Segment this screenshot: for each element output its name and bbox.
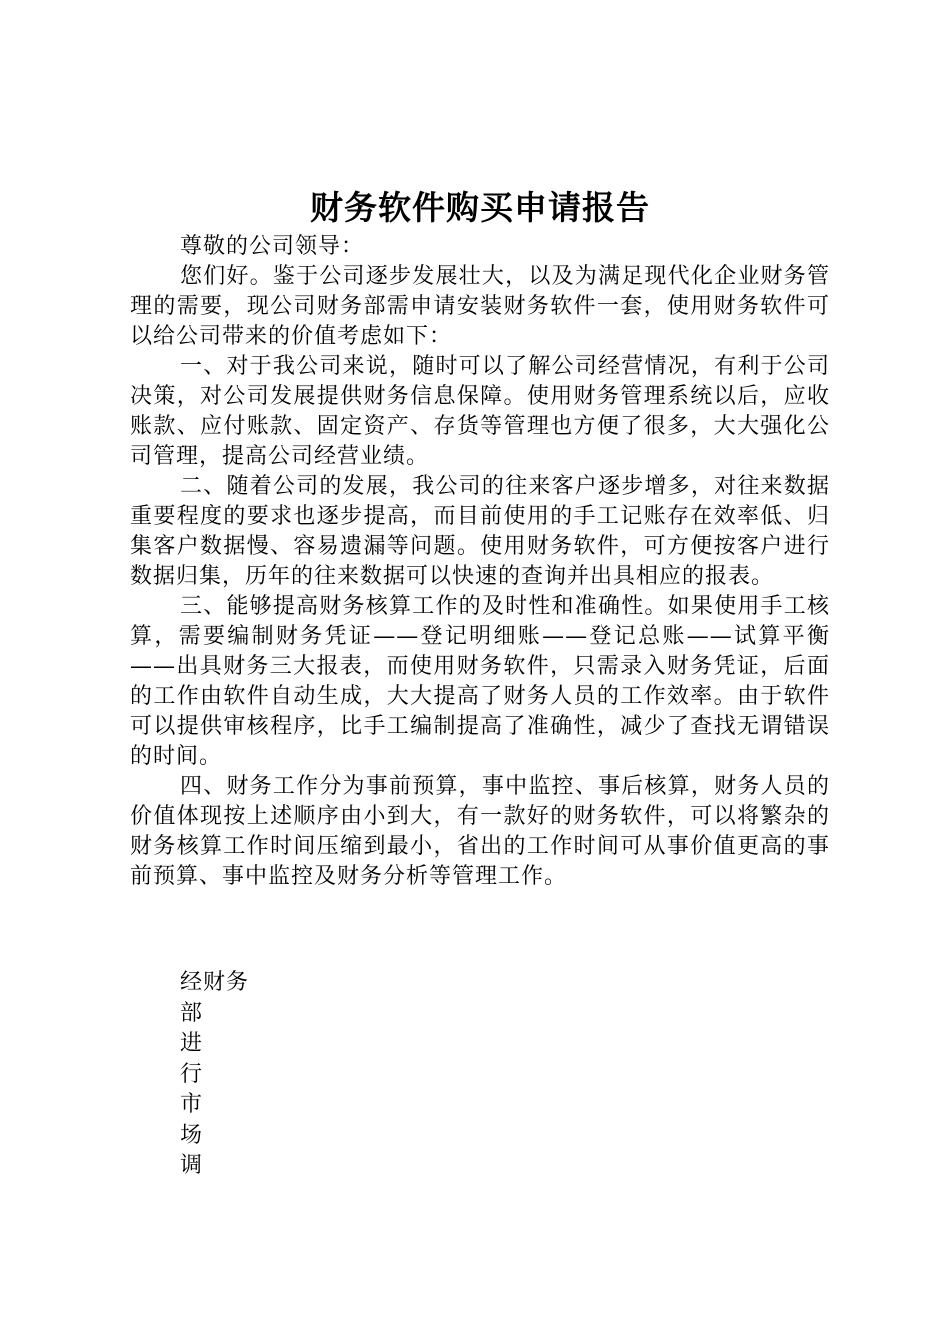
vertical-text-block: [180, 968, 249, 1182]
page-title: 财务软件购买申请报告: [310, 188, 650, 227]
paragraph-point-1: 一、对于我公司来说，随时可以了解公司经营情况，有利于公司决策，对公司发展提供财务信息保障。使用财务管理系统以后，应收账款、应付账款、固定资产、存货等管理也方便了很多，大大强化公司管理，提高公司经营业绩。: [130, 354, 830, 469]
vertical-text-char: 部: [180, 1000, 204, 1026]
vertical-text-char: 场: [180, 1122, 204, 1148]
vertical-text-char: 市: [180, 1092, 204, 1117]
paragraph-point-4: 四、财务工作分为事前预算，事中监控、事后核算，财务人员的价值体现按上述顺序由小到大，有一款好的财务软件，可以将繁杂的财务核算工作时间压缩到最小，省出的工作时间可从事价值更高的事前预算、事中监控及财务分析等管理工作。: [130, 774, 830, 889]
paragraph-point-2: 二、随着公司的发展，我公司的往来客户逐步增多，对往来数据重要程度的要求也逐步提高，而目前使用的手工记账存在效率低、归集客户数据慢、容易遗漏等问题。使用财务软件，可方便按客户进行数据归集，历年的往来数据可以快速的查询并出具相应的报表。: [130, 474, 830, 589]
paragraph-point-3: 三、能够提高财务核算工作的及时性和准确性。如果使用手工核算，需要编制财务凭证——登记明细账——登记总账——试算平衡——出具财务三大报表，而使用财务软件，只需录入财务凭证，后面的工作由软件自动生成，大大提高了财务人员的工作效率。由于软件可以提供审核程序，比手工编制提高了准确性，减少了查找无谓错误的时间。: [130, 594, 830, 769]
vertical-text-first-line: 经财务: [180, 970, 250, 995]
vertical-text-char: 行: [180, 1061, 204, 1087]
vertical-text-char: 进: [180, 1031, 204, 1056]
salutation: 尊敬的公司领导：: [180, 234, 365, 259]
paragraph-intro: 您们好。鉴于公司逐步发展壮大，以及为满足现代化企业财务管理的需要，现公司财务部需申请安装财务软件一套，使用财务软件可以给公司带来的价值考虑如下：: [130, 264, 830, 349]
document-body: [130, 186, 830, 892]
vertical-text-char: 调: [180, 1153, 204, 1178]
